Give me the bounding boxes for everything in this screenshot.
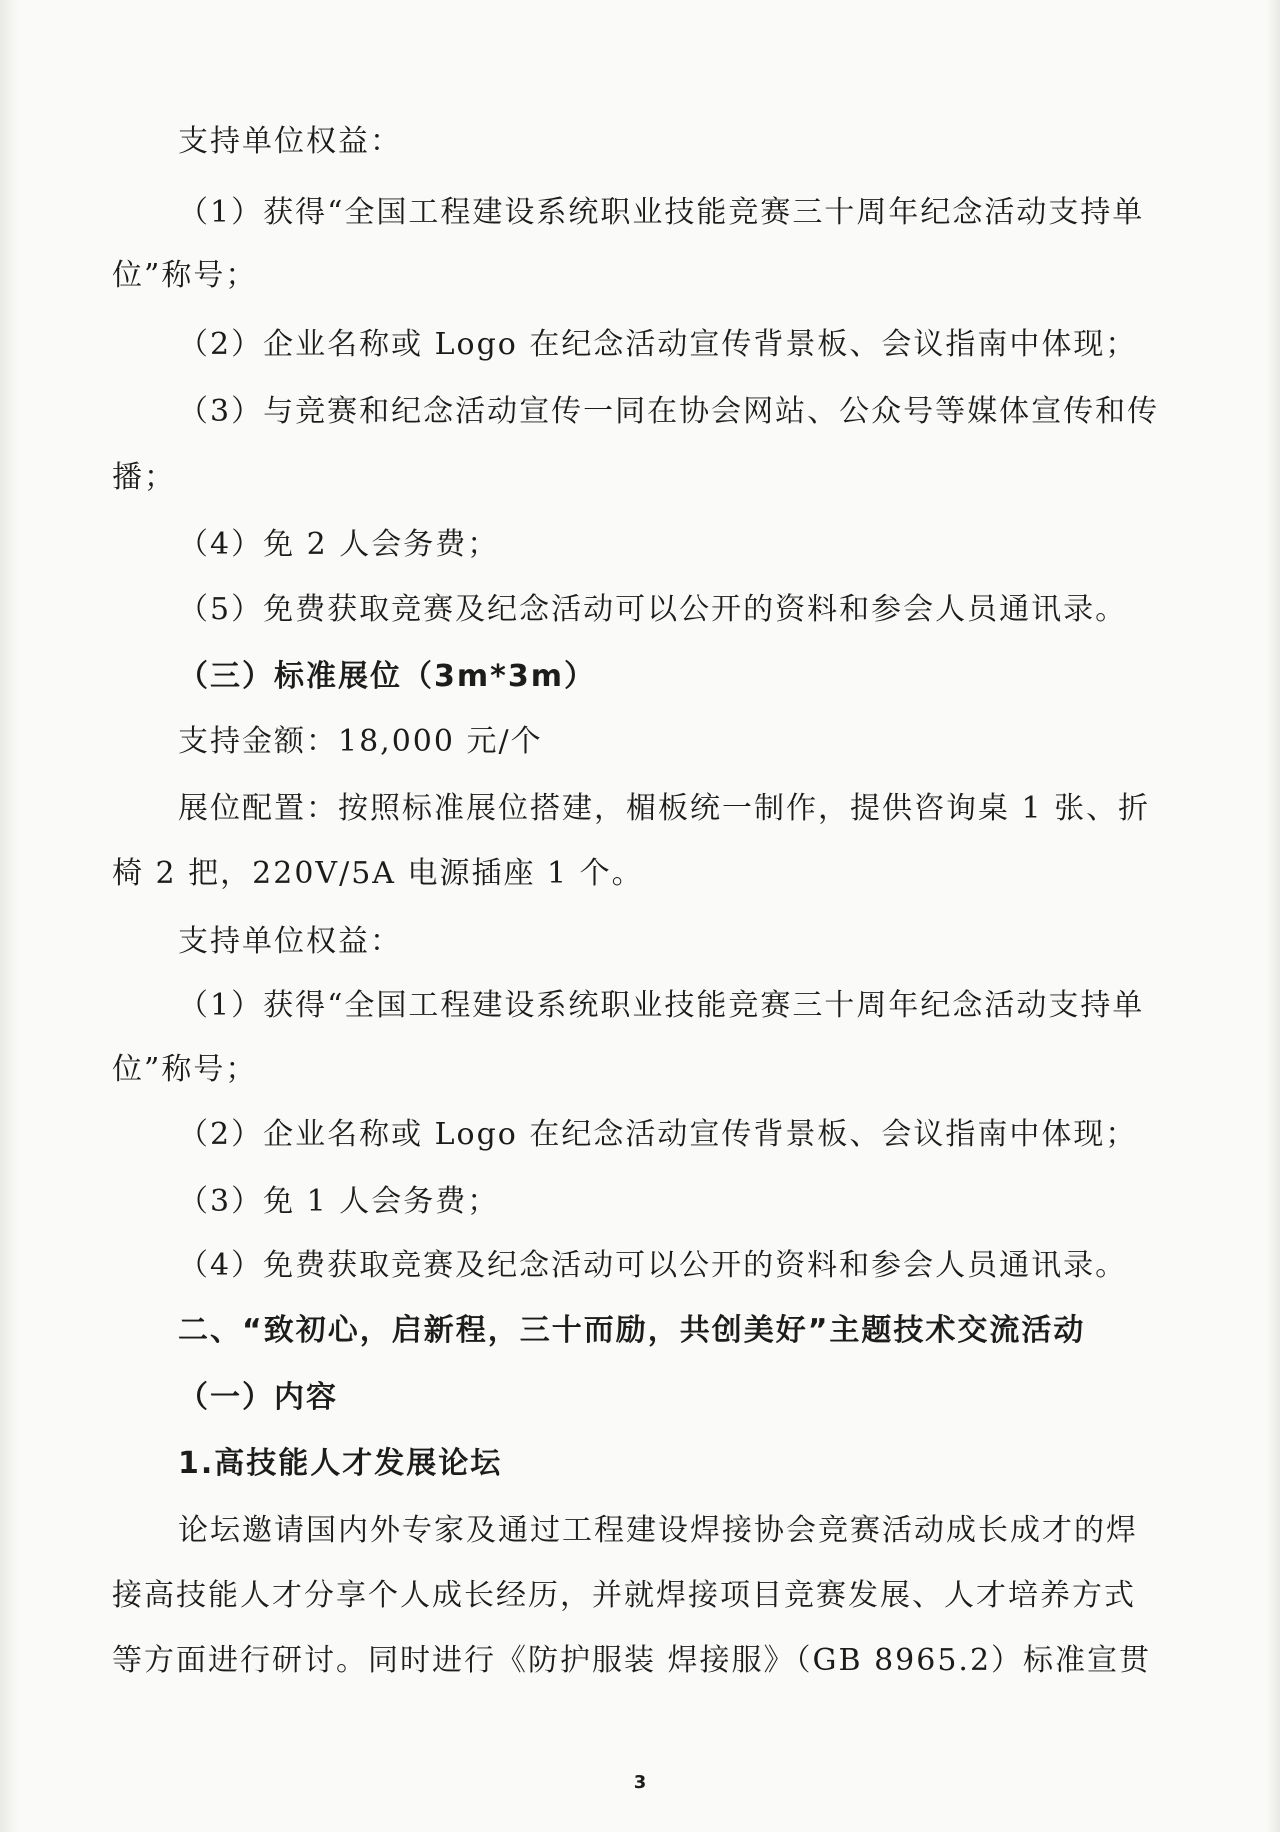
subsection-heading: 1.高技能人才发展论坛 bbox=[178, 1446, 503, 1481]
paragraph-line: 位”称号； bbox=[112, 1052, 258, 1087]
paragraph-line: 支持单位权益： bbox=[178, 924, 402, 959]
paragraph-line: （5）免费获取竞赛及纪念活动可以公开的资料和参会人员通讯录。 bbox=[178, 592, 1128, 627]
paragraph-line: （2）企业名称或 Logo 在纪念活动宣传背景板、会议指南中体现； bbox=[178, 327, 1138, 362]
chapter-heading: 二、“致初心，启新程，三十而励，共创美好”主题技术交流活动 bbox=[178, 1313, 1086, 1348]
paragraph-line: （4）免费获取竞赛及纪念活动可以公开的资料和参会人员通讯录。 bbox=[178, 1248, 1128, 1283]
section-heading: （一）内容 bbox=[178, 1380, 338, 1415]
paragraph-line: 位”称号； bbox=[112, 258, 258, 293]
paragraph-line: （1）获得“全国工程建设系统职业技能竞赛三十周年纪念活动支持单 bbox=[178, 988, 1145, 1023]
paragraph-line: （4）免 2 人会务费； bbox=[178, 527, 500, 562]
page-number: 3 bbox=[633, 1772, 647, 1793]
scan-edge-right bbox=[1266, 0, 1280, 1832]
paragraph-line: 展位配置：按照标准展位搭建，楣板统一制作，提供咨询桌 1 张、折 bbox=[178, 791, 1151, 826]
paragraph-line: 支持单位权益： bbox=[178, 124, 402, 159]
section-heading: （三）标准展位（3m*3m） bbox=[178, 659, 596, 694]
scan-edge-left bbox=[0, 0, 18, 1832]
paragraph-line: 接高技能人才分享个人成长经历，并就焊接项目竞赛发展、人才培养方式 bbox=[112, 1578, 1136, 1613]
paragraph-line: （1）获得“全国工程建设系统职业技能竞赛三十周年纪念活动支持单 bbox=[178, 195, 1145, 230]
paragraph-line: 等方面进行研讨。同时进行《防护服装 焊接服》（GB 8965.2）标准宣贯 bbox=[112, 1643, 1152, 1678]
paragraph-line: 播； bbox=[112, 460, 176, 495]
paragraph-line: （3）与竞赛和纪念活动宣传一同在协会网站、公众号等媒体宣传和传 bbox=[178, 394, 1160, 429]
paragraph-line: （2）企业名称或 Logo 在纪念活动宣传背景板、会议指南中体现； bbox=[178, 1117, 1138, 1152]
paragraph-line: 论坛邀请国内外专家及通过工程建设焊接协会竞赛活动成长成才的焊 bbox=[178, 1513, 1138, 1548]
paragraph-line: 椅 2 把，220V/5A 电源插座 1 个。 bbox=[112, 856, 644, 891]
paragraph-line: 支持金额：18,000 元/个 bbox=[178, 724, 543, 759]
paragraph-line: （3）免 1 人会务费； bbox=[178, 1184, 500, 1219]
